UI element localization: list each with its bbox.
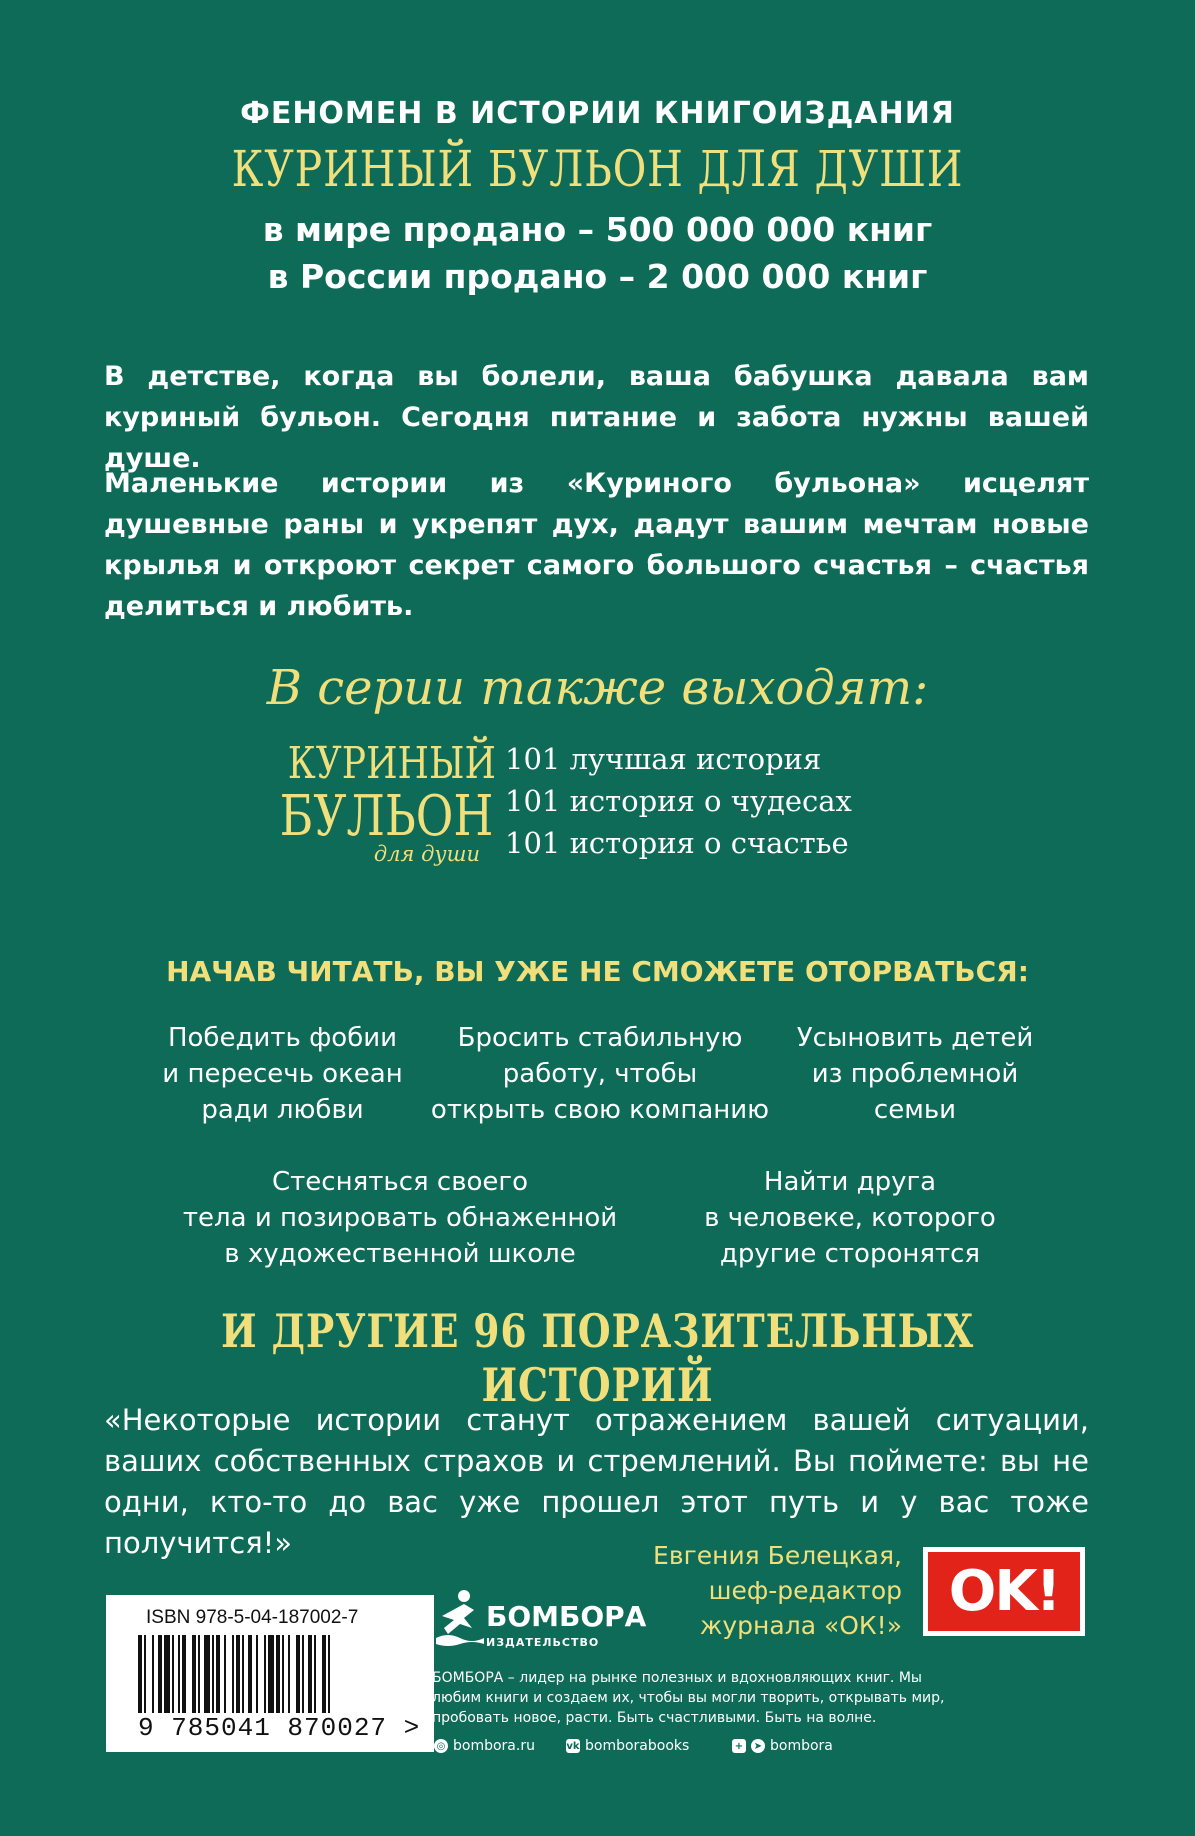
story-line: и пересечь океан (162, 1059, 403, 1089)
series-logo-line-1: КУРИНЫЙ (287, 738, 496, 789)
barcode-bar (248, 1635, 252, 1713)
social-link-vk[interactable] (566, 1738, 689, 1754)
story-line: Усыновить детей (796, 1023, 1034, 1053)
barcode-bar (172, 1635, 174, 1713)
publisher-name: БОМБОРА (486, 1600, 647, 1633)
story-teaser (650, 1164, 1050, 1272)
review-quote: «Некоторые истории станут отражением вашей ситуации, ваших собственных страхов и стремлений. Вы поймете: вы не одни, кто-то до вас уже прошел этот путь и у вас тоже получится!» (104, 1403, 1089, 1560)
story-line: открыть свою компанию (430, 1095, 770, 1125)
story-line: ради любви (201, 1095, 364, 1125)
barcode-bar (282, 1635, 284, 1713)
social-link-site[interactable] (434, 1738, 535, 1754)
barcode-bar (322, 1635, 326, 1713)
barcode-bar (198, 1635, 200, 1713)
barcode-bar (308, 1635, 312, 1713)
barcode-bar (296, 1635, 300, 1713)
social-label: bombora (770, 1738, 833, 1754)
barcode-bar (256, 1635, 258, 1713)
story-line: семьи (873, 1095, 957, 1125)
social-label: bomborabooks (585, 1738, 690, 1754)
series-book-title: 101 история о счастье (505, 826, 849, 860)
barcode-bar (242, 1635, 244, 1713)
series-title: КУРИНЫЙ БУЛЬОН ДЛЯ ДУШИ (231, 140, 964, 198)
stories-heading: НАЧАВ ЧИТАТЬ, ВЫ УЖЕ НЕ СМОЖЕТЕ ОТОРВАТЬСЯ: (166, 955, 1029, 988)
author-role: шеф-редактор (708, 1576, 902, 1605)
barcode-bar (314, 1635, 316, 1713)
series-book-title: 101 история о чудесах (505, 784, 852, 818)
barcode-bar (192, 1635, 196, 1713)
story-teaser (770, 1020, 1060, 1128)
story-line: Стесняться своего (272, 1167, 528, 1197)
barcode-bar (224, 1635, 226, 1713)
series-book-title: 101 лучшая история (505, 742, 822, 776)
ok-logo-text: OK! (948, 1559, 1060, 1624)
story-line: работу, чтобы (502, 1059, 698, 1089)
social-label: bombora.ru (453, 1738, 535, 1754)
kicker-heading: ФЕНОМЕН В ИСТОРИИ КНИГОИЗДАНИЯ (240, 96, 955, 131)
story-line: Найти друга (763, 1167, 937, 1197)
barcode-bar (288, 1635, 290, 1713)
story-line: в художественной школе (224, 1239, 576, 1269)
series-also-heading: В серии также выходят: (266, 660, 929, 716)
barcode-bar (144, 1635, 146, 1713)
telegram-icon: ➤ (751, 1739, 765, 1753)
story-teaser (420, 1020, 780, 1128)
barcode-bar (164, 1635, 170, 1713)
bombora-runner-icon (434, 1588, 484, 1648)
barcode-bar (158, 1635, 162, 1713)
ok-magazine-logo (923, 1547, 1085, 1636)
barcode-bar (178, 1635, 180, 1713)
barcode-bar (268, 1635, 274, 1713)
author-magazine: журнала «ОК!» (699, 1611, 902, 1640)
barcode-bar (182, 1635, 186, 1713)
barcode-bar (216, 1635, 220, 1713)
sales-world: в мире продано – 500 000 000 книг (262, 210, 933, 249)
isbn-label: ISBN 978-5-04-187002-7 (146, 1607, 359, 1628)
barcode-bar (204, 1635, 210, 1713)
plus-icon: + (732, 1739, 746, 1753)
story-teaser (140, 1020, 425, 1128)
intro-paragraph-1: В детстве, когда вы болели, ваша бабушка давала вам куриный бульон. Сегодня питание и забота нужны вашей душе. (104, 361, 1089, 474)
barcode-bar (152, 1635, 154, 1713)
story-line: тела и позировать обнаженной (182, 1203, 618, 1233)
story-line: в человеке, которого (704, 1203, 996, 1233)
barcode-icon (138, 1635, 402, 1715)
author-name: Евгения Белецкая, (653, 1541, 902, 1570)
globe-icon: ◎ (434, 1739, 448, 1753)
ok-logo-background (928, 1552, 1080, 1631)
sales-russia: в России продано – 2 000 000 книг (267, 257, 928, 296)
vk-icon: vk (566, 1740, 580, 1752)
social-link-telegram[interactable] (732, 1738, 833, 1754)
publisher-description: БОМБОРА – лидер на рынке полезных и вдохновляющих книг. Мы любим книги и создаем их, чтобы вы могли творить, открывать мир, пробовать новое, расти. Быть счастливыми. Быть на волне. (432, 1670, 945, 1726)
barcode-bar (276, 1635, 280, 1713)
story-line: Победить фобии (167, 1023, 398, 1053)
barcode-bar (212, 1635, 214, 1713)
series-logo-line-2: БУЛЬОН (279, 784, 494, 849)
barcode-bar (138, 1635, 142, 1713)
barcode-panel (106, 1595, 434, 1752)
story-line: Бросить стабильную (457, 1023, 743, 1053)
barcode-digits: 9 785041 870027 > (138, 1713, 421, 1743)
story-line: другие сторонятся (719, 1239, 981, 1269)
barcode-bar (328, 1635, 330, 1713)
barcode-bar (302, 1635, 304, 1713)
intro-paragraph-2: Маленькие истории из «Куриного бульона» исцелят душевные раны и укрепят дух, дадут вашим мечтам новые крылья и откроют секрет самого большого счастья – счастья делиться и любить. (104, 468, 1089, 622)
barcode-bar (264, 1635, 266, 1713)
barcode-bar (232, 1635, 234, 1713)
story-teaser (160, 1164, 640, 1272)
series-logo-line-3: для души (373, 842, 480, 866)
barcode-bar (236, 1635, 240, 1713)
more-stories-heading: И ДРУГИЕ 96 ПОРАЗИТЕЛЬНЫХ ИСТОРИЙ (221, 1304, 974, 1412)
story-line: из проблемной (811, 1059, 1019, 1089)
publisher-subtitle: ИЗДАТЕЛЬСТВО (486, 1636, 600, 1649)
quote-author (653, 1538, 902, 1643)
